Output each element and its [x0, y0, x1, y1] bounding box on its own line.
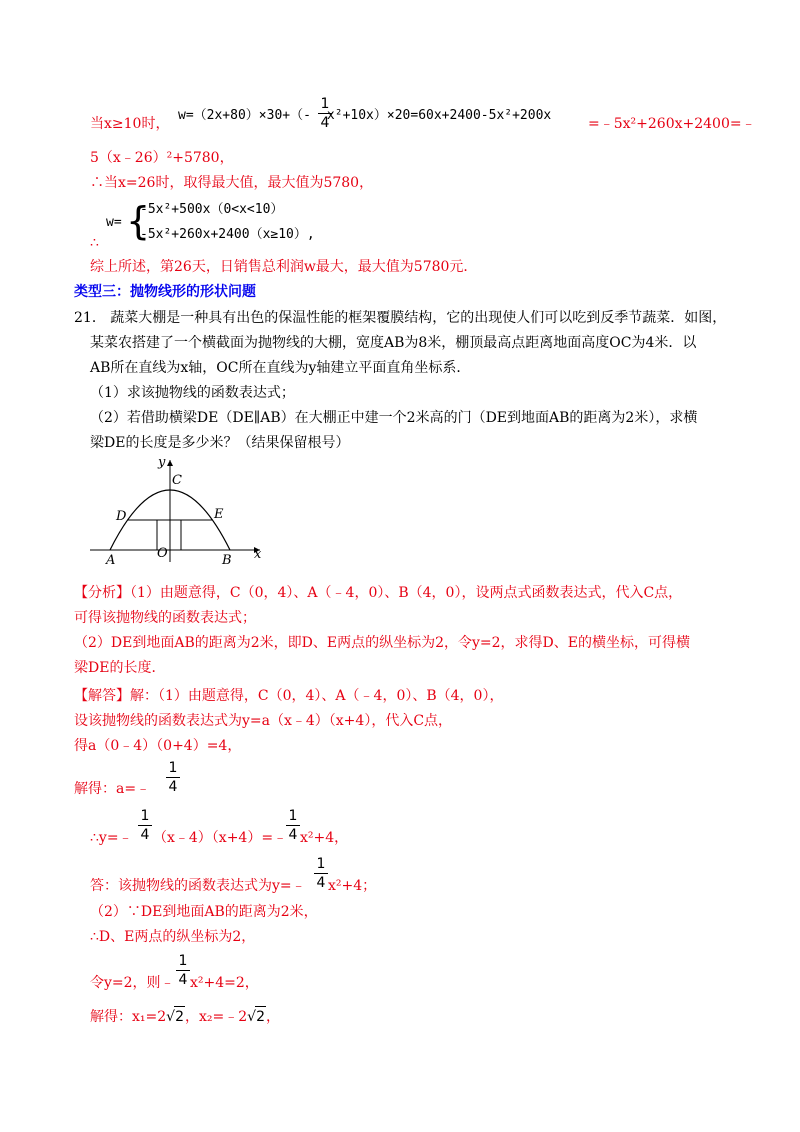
- label-o: O: [157, 546, 168, 561]
- brace: {: [126, 199, 151, 243]
- therefore-symbol: ∴: [90, 235, 99, 251]
- analysis-text: 梁DE的长度．: [74, 660, 166, 676]
- solution-text: 令y=2，则﹣: [90, 975, 175, 991]
- text-line: =﹣5x²+260x+2400=﹣: [588, 116, 756, 132]
- question-text: （1）求该抛物线的函数表达式；: [90, 385, 295, 401]
- piecewise-label: w=: [106, 215, 122, 230]
- solution-text: 设该抛物线的函数表达式为y=a（x﹣4）（x+4），代入C点，: [74, 713, 453, 729]
- section-heading: 类型三：抛物线形的形状问题: [74, 284, 256, 300]
- solution-text: ∴y=﹣: [90, 830, 133, 846]
- label-c: C: [172, 473, 182, 488]
- text-line: 当x≥10时，: [90, 116, 170, 132]
- question-text: 21． 蔬菜大棚是一种具有出色的保温性能的框架覆膜结构，它的出现使人们可以吃到反季节蔬菜．如图，: [74, 310, 727, 326]
- question-text: AB所在直线为x轴，OC所在直线为y轴建立平面直角坐标系．: [90, 360, 471, 376]
- fraction: 1 4: [138, 808, 152, 843]
- solution-text: （2）∵DE到地面AB的距离为2米，: [90, 904, 318, 920]
- analysis-text: 可得该抛物线的函数表达式；: [74, 610, 256, 626]
- piecewise-case: -5x²+260x+2400（x≥10）,: [140, 227, 315, 242]
- question-text: 梁DE的长度是多少米？（结果保留根号）: [90, 435, 350, 451]
- piecewise-case: -5x²+500x（0<x<10）: [140, 202, 284, 217]
- text-line: 综上所述，第26天，日销售总利润w最大，最大值为5780元．: [90, 259, 478, 275]
- label-b: B: [222, 553, 232, 567]
- parabola-figure: [90, 452, 270, 567]
- solution-text: 得a（0﹣4）（0+4）=4，: [74, 738, 242, 754]
- fraction: 1 4: [166, 760, 180, 795]
- solution-text: 解得：x₁=2√2，x₂=﹣2√2，: [90, 1006, 280, 1027]
- fraction: 1 4: [318, 96, 332, 131]
- text-line: 5（x﹣26）²+5780，: [90, 150, 234, 166]
- fraction: 1 4: [176, 953, 190, 988]
- solution-text: 【解答】解：（1）由题意得，C（0，4）、A（﹣4，0）、B（4，0），: [74, 688, 504, 704]
- fraction: 1 4: [314, 856, 328, 891]
- label-a: A: [106, 553, 116, 567]
- solution-text: ∴D、E两点的纵坐标为2，: [90, 929, 256, 945]
- solution-text: （x﹣4）（x+4）=﹣: [153, 830, 288, 846]
- solution-text: 答：该抛物线的函数表达式为y=﹣: [90, 878, 306, 894]
- solution-text: 解得：a=﹣: [74, 781, 151, 797]
- question-text: （2）若借助横梁DE（DE∥AB）在大棚正中建一个2米高的门（DE到地面AB的距离为2米），求横: [90, 410, 698, 426]
- label-d: D: [116, 509, 127, 524]
- fraction: 1 4: [286, 808, 300, 843]
- label-x: x: [254, 547, 262, 562]
- label-y: y: [158, 455, 166, 470]
- solution-text: x²+4；: [328, 878, 377, 894]
- analysis-text: （2）DE到地面AB的距离为2米，即D、E两点的纵坐标为2，令y=2，求得D、E的横坐标，可得横: [74, 635, 690, 651]
- formula-image: w=（2x+80）×30+（- x²+10x）×20=60x+2400-5x²+200x: [178, 108, 552, 123]
- text-line: ∴当x=26时，取得最大值，最大值为5780，: [90, 175, 374, 191]
- label-e: E: [214, 507, 224, 522]
- y-axis-arrow: [167, 460, 173, 466]
- solution-text: x²+4=2，: [190, 975, 259, 991]
- question-text: 某菜农搭建了一个横截面为抛物线的大棚，宽度AB为8米，棚顶最高点距离地面高度OC为4米．以: [90, 335, 697, 351]
- solution-text: x²+4，: [300, 830, 349, 846]
- analysis-text: 【分析】（1）由题意得，C（0，4）、A（﹣4，0）、B（4，0），设两点式函数表达式，代入C点，: [74, 585, 683, 601]
